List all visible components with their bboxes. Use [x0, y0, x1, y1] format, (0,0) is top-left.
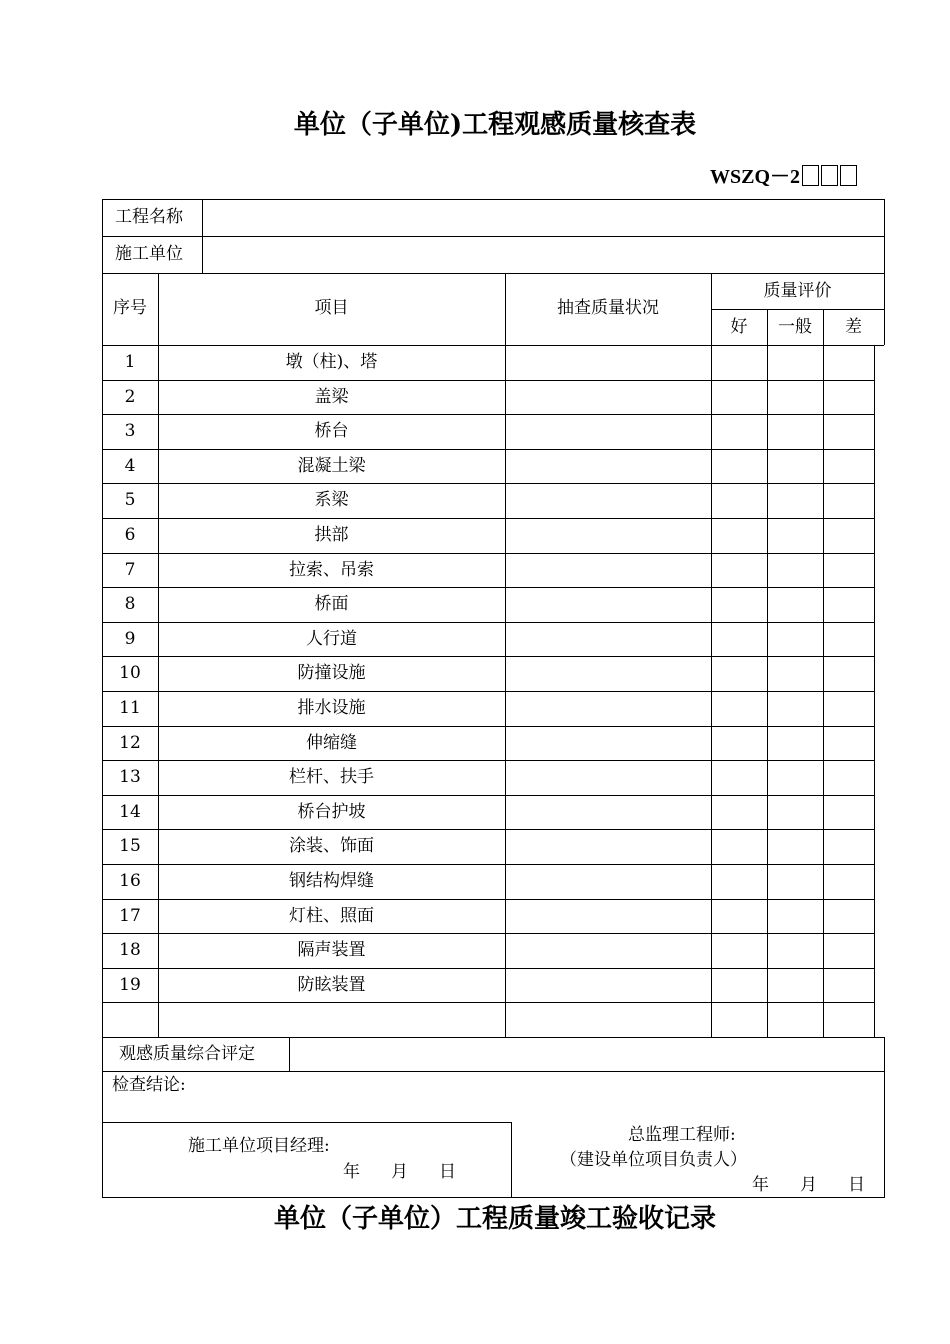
row-separator: [102, 656, 874, 657]
good-cell[interactable]: [713, 382, 765, 412]
average-cell[interactable]: [769, 555, 821, 585]
row-separator: [102, 1002, 874, 1003]
good-cell[interactable]: [713, 555, 765, 585]
row-number: 2: [124, 386, 136, 407]
row-item: 伸缩缝: [306, 732, 357, 753]
row-separator: [102, 622, 874, 623]
table-border: [505, 273, 506, 1037]
average-cell[interactable]: [769, 970, 821, 1000]
table-border: [102, 273, 884, 274]
average-cell[interactable]: [769, 901, 821, 931]
poor-cell[interactable]: [825, 762, 872, 792]
row-number: 8: [124, 594, 136, 615]
good-cell[interactable]: [713, 831, 765, 861]
row-number: 18: [119, 940, 141, 961]
average-cell[interactable]: [769, 693, 821, 723]
good-cell[interactable]: [713, 693, 765, 723]
good-cell[interactable]: [713, 589, 765, 619]
row-number: 13: [119, 767, 141, 788]
average-cell[interactable]: [769, 416, 821, 446]
row-separator: [102, 726, 874, 727]
inspection-cell[interactable]: [507, 624, 709, 654]
average-cell[interactable]: [769, 451, 821, 481]
next-section-title: 单位（子单位）工程质量竣工验收记录: [273, 1204, 716, 1234]
good-cell[interactable]: [713, 624, 765, 654]
inspection-cell[interactable]: [507, 416, 709, 446]
poor-cell[interactable]: [825, 347, 872, 377]
conclusion-label: 检查结论:: [112, 1075, 186, 1095]
table-border: [711, 309, 884, 310]
row-number: 9: [124, 628, 136, 649]
row-item: 涂装、饰面: [289, 836, 374, 857]
average-cell[interactable]: [769, 485, 821, 515]
average-cell[interactable]: [769, 382, 821, 412]
poor-cell[interactable]: [825, 382, 872, 412]
row-number: 11: [119, 698, 141, 718]
poor-cell[interactable]: [825, 520, 872, 550]
inspection-cell[interactable]: [507, 555, 709, 585]
poor-cell[interactable]: [825, 1004, 872, 1034]
row-number: 12: [119, 732, 141, 753]
table-border: [102, 1037, 884, 1038]
row-separator: [102, 483, 874, 484]
row-separator: [102, 449, 874, 450]
form-code-text: WSZQ－2: [710, 166, 801, 188]
supervisor-day: 日: [848, 1175, 865, 1195]
good-cell[interactable]: [713, 347, 765, 377]
inspection-cell[interactable]: [507, 831, 709, 861]
inspection-cell[interactable]: [507, 935, 709, 965]
contractor-day: 日: [439, 1162, 456, 1182]
row-item: 桥台: [314, 421, 349, 442]
inspection-cell[interactable]: [507, 693, 709, 723]
row-item: 排水设施: [297, 698, 366, 718]
code-digit-box[interactable]: [821, 165, 838, 186]
row-number: 16: [119, 871, 141, 891]
good-cell[interactable]: [713, 728, 765, 758]
good-cell[interactable]: [713, 520, 765, 550]
table-border: [202, 199, 203, 273]
row-separator: [102, 553, 874, 554]
row-item: 拱部: [314, 525, 349, 545]
row-separator: [102, 899, 874, 900]
row-item: 钢结构焊缝: [289, 871, 374, 891]
poor-cell[interactable]: [825, 970, 872, 1000]
table-border: [884, 199, 885, 345]
poor-cell[interactable]: [825, 589, 872, 619]
table-border: [102, 1071, 884, 1072]
average-cell[interactable]: [769, 935, 821, 965]
row-number: 5: [124, 490, 136, 511]
good-cell[interactable]: [713, 451, 765, 481]
row-separator: [102, 933, 874, 934]
row-item: 拉索、吊索: [289, 559, 374, 580]
inspection-cell[interactable]: [507, 520, 709, 550]
row-number: 15: [119, 836, 141, 857]
table-border: [823, 309, 824, 1037]
page-title: 单位（子单位)工程观感质量核查表: [293, 110, 697, 140]
supervisor-year: 年: [752, 1175, 769, 1195]
col-inspection-header: 抽查质量状况: [557, 298, 659, 318]
poor-cell[interactable]: [825, 901, 872, 931]
code-digit-box[interactable]: [840, 165, 857, 186]
row-separator: [102, 795, 874, 796]
row-item: 栏杆、扶手: [289, 767, 374, 788]
good-cell[interactable]: [713, 797, 765, 827]
row-number: 19: [119, 974, 141, 995]
poor-cell[interactable]: [825, 416, 872, 446]
contractor-manager-label: 施工单位项目经理:: [188, 1136, 330, 1156]
row-item: 混凝土梁: [297, 455, 366, 476]
average-cell[interactable]: [769, 658, 821, 688]
row-separator: [102, 380, 874, 381]
poor-cell[interactable]: [825, 555, 872, 585]
poor-cell[interactable]: [825, 485, 872, 515]
good-cell[interactable]: [713, 866, 765, 896]
good-cell[interactable]: [713, 901, 765, 931]
average-cell[interactable]: [769, 728, 821, 758]
col-poor-header: 差: [845, 317, 862, 337]
table-border: [511, 1122, 512, 1198]
average-cell[interactable]: [769, 624, 821, 654]
inspection-cell[interactable]: [507, 382, 709, 412]
row-number: 17: [119, 905, 141, 926]
inspection-cell[interactable]: [507, 658, 709, 688]
row-separator: [102, 414, 874, 415]
supervisor-month: 月: [800, 1175, 817, 1195]
contractor-month: 月: [391, 1162, 408, 1182]
poor-cell[interactable]: [825, 658, 872, 688]
inspection-cell[interactable]: [507, 451, 709, 481]
col-average-header: 一般: [778, 317, 812, 337]
inspection-cell[interactable]: [507, 728, 709, 758]
row-item: 墩（柱)、塔: [285, 352, 378, 372]
row-item: 桥面: [314, 594, 349, 615]
table-border: [102, 1122, 512, 1123]
row-separator: [102, 518, 874, 519]
col-evaluation-header: 质量评价: [763, 281, 832, 301]
table-border: [289, 1037, 290, 1071]
inspection-cell[interactable]: [507, 901, 709, 931]
col-seq-header: 序号: [113, 298, 147, 318]
row-item: 隔声装置: [297, 940, 366, 961]
row-item: 灯柱、照面: [289, 905, 374, 926]
poor-cell[interactable]: [825, 831, 872, 861]
good-cell[interactable]: [713, 416, 765, 446]
row-separator: [102, 829, 874, 830]
chief-supervisor-label: 总监理工程师:: [628, 1125, 736, 1145]
inspection-cell[interactable]: [507, 762, 709, 792]
average-cell[interactable]: [769, 866, 821, 896]
inspection-cell[interactable]: [507, 1004, 709, 1034]
row-separator: [102, 864, 874, 865]
poor-cell[interactable]: [825, 935, 872, 965]
poor-cell[interactable]: [825, 624, 872, 654]
overall-rating-label: 观感质量综合评定: [119, 1044, 255, 1064]
inspection-cell[interactable]: [507, 797, 709, 827]
average-cell[interactable]: [769, 589, 821, 619]
col-item-header: 项目: [314, 298, 349, 318]
inspection-cell[interactable]: [507, 866, 709, 896]
code-digit-box[interactable]: [802, 165, 819, 186]
table-border: [767, 309, 768, 1037]
table-border: [102, 199, 103, 1198]
owner-rep-label: （建设单位项目负责人）: [560, 1150, 747, 1170]
table-border: [102, 236, 884, 237]
overall-rating-field[interactable]: [296, 1042, 876, 1066]
construction-unit-field[interactable]: [212, 246, 872, 266]
inspection-cell[interactable]: [507, 970, 709, 1000]
table-border: [874, 345, 875, 1037]
project-name-field[interactable]: [212, 209, 872, 229]
average-cell[interactable]: [769, 347, 821, 377]
row-separator: [102, 587, 874, 588]
row-item: 桥台护坡: [297, 801, 366, 822]
row-item: 系梁: [314, 490, 349, 511]
good-cell[interactable]: [713, 970, 765, 1000]
row-number: 3: [124, 421, 136, 442]
table-border: [102, 199, 884, 200]
form-code: [710, 160, 857, 189]
row-item: 盖梁: [314, 386, 349, 407]
inspection-cell[interactable]: [507, 589, 709, 619]
row-number: 4: [124, 455, 136, 476]
table-border: [884, 1037, 885, 1198]
row-separator: [102, 968, 874, 969]
poor-cell[interactable]: [825, 797, 872, 827]
table-border: [711, 273, 712, 1037]
row-separator: [102, 691, 874, 692]
inspection-cell[interactable]: [507, 485, 709, 515]
good-cell[interactable]: [713, 935, 765, 965]
construction-unit-label: 施工单位: [115, 244, 183, 264]
row-number: 7: [124, 559, 136, 580]
inspection-cell[interactable]: [507, 347, 709, 377]
project-name-label: 工程名称: [115, 207, 183, 227]
good-cell[interactable]: [713, 762, 765, 792]
row-item: 人行道: [306, 628, 357, 649]
row-number: 6: [124, 525, 136, 545]
good-cell[interactable]: [713, 485, 765, 515]
average-cell[interactable]: [769, 762, 821, 792]
row-item: 防撞设施: [297, 663, 366, 684]
good-cell[interactable]: [713, 658, 765, 688]
row-number: 14: [119, 801, 141, 822]
average-cell[interactable]: [769, 1004, 821, 1034]
row-number: 10: [119, 663, 141, 684]
average-cell[interactable]: [769, 520, 821, 550]
good-cell[interactable]: [713, 1004, 765, 1034]
poor-cell[interactable]: [825, 693, 872, 723]
average-cell[interactable]: [769, 797, 821, 827]
contractor-year: 年: [343, 1162, 360, 1182]
row-separator: [102, 760, 874, 761]
poor-cell[interactable]: [825, 728, 872, 758]
row-number: 1: [124, 352, 136, 372]
average-cell[interactable]: [769, 831, 821, 861]
row-item: 防眩装置: [297, 974, 366, 995]
poor-cell[interactable]: [825, 866, 872, 896]
col-good-header: 好: [730, 317, 748, 337]
poor-cell[interactable]: [825, 451, 872, 481]
